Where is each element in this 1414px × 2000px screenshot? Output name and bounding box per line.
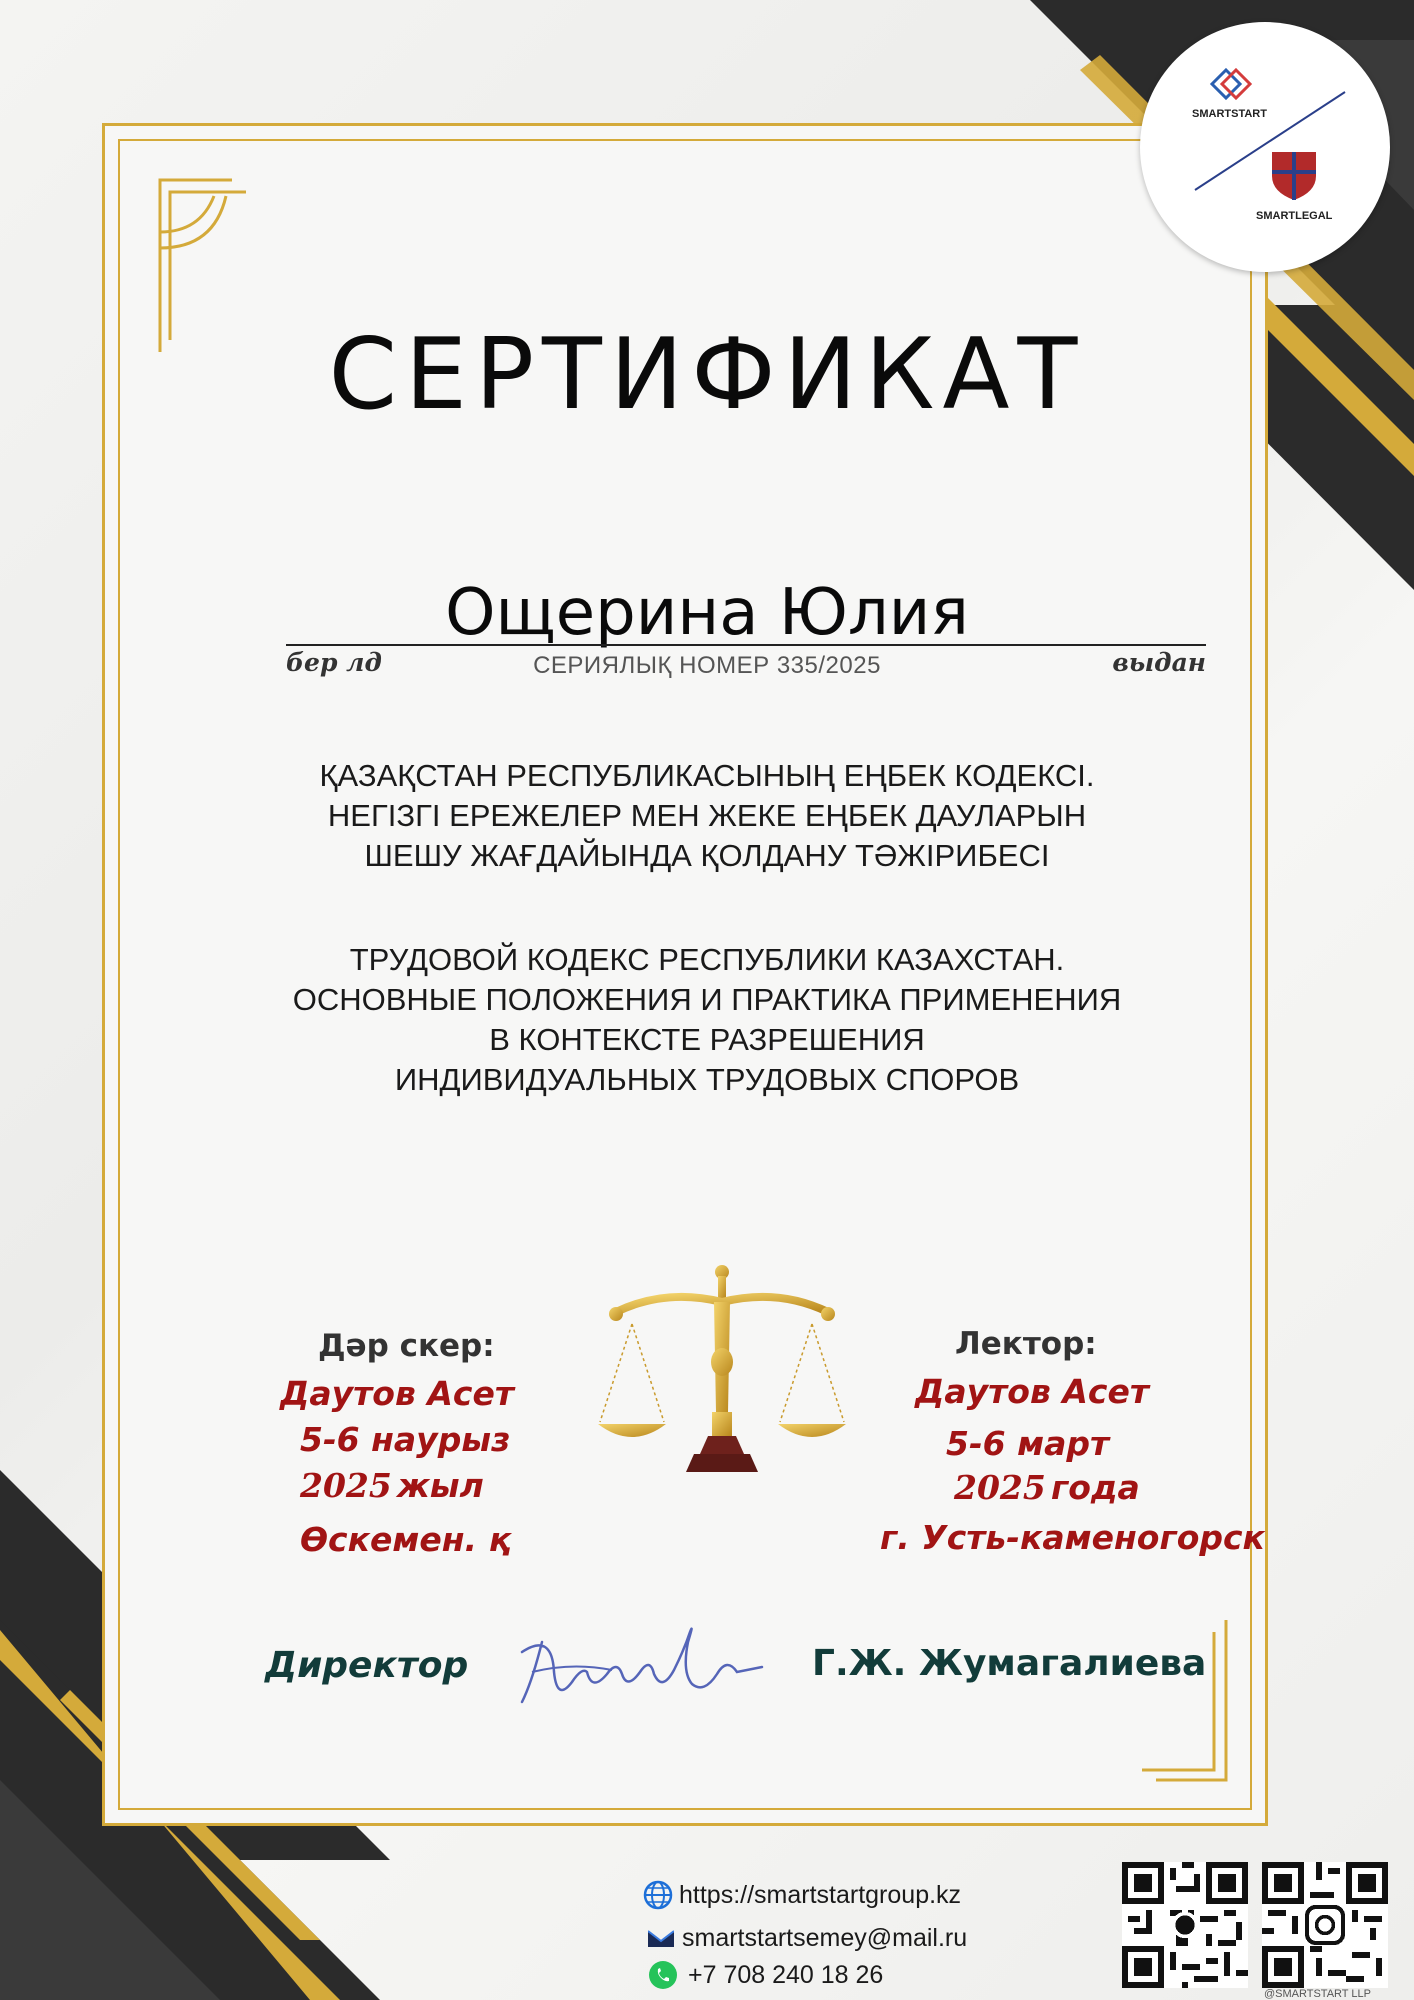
- year-word-kz: жыл: [396, 1466, 484, 1505]
- year-number-ru: 2025: [954, 1468, 1046, 1507]
- instagram-qr-code: [1262, 1862, 1388, 1988]
- lecturer-city-kz: Өскемен. қ: [300, 1520, 511, 1559]
- name-underline: [286, 644, 1206, 646]
- lecturer-year-ru: [954, 1468, 1140, 1507]
- lecturer-heading-ru: Лектор:: [955, 1326, 1097, 1362]
- mail-icon: [648, 1929, 674, 1949]
- course-title-kz: [0, 756, 1414, 876]
- handwritten-signature: [512, 1612, 772, 1722]
- phone-link[interactable]: [648, 1960, 883, 1990]
- year-word-ru: года: [1050, 1468, 1140, 1507]
- scales-icon: [596, 1262, 846, 1478]
- phone-text[interactable]: +7 708 240 18 26: [688, 1960, 884, 1989]
- course-ru-line: ТРУДОВОЙ КОДЕКС РЕСПУБЛИКИ КАЗАХСТАН.: [349, 942, 1065, 977]
- serial-number: СЕРИЯЛЫҚ НОМЕР 335/2025: [533, 652, 881, 679]
- lecturer-name-ru: Даутов Асет: [915, 1372, 1149, 1411]
- company-logo: [1140, 22, 1390, 272]
- email-link[interactable]: [648, 1924, 967, 1953]
- lecturer-city-ru: г. Усть-каменогорск: [880, 1518, 1265, 1557]
- whatsapp-icon: [648, 1960, 678, 1990]
- given-label-kz: бер лд: [286, 648, 382, 677]
- course-ru-line: ОСНОВНЫЕ ПОЛОЖЕНИЯ И ПРАКТИКА ПРИМЕНЕНИЯ: [292, 982, 1122, 1017]
- globe-icon: [643, 1880, 673, 1910]
- given-label-ru: выдан: [1112, 648, 1206, 677]
- director-name: Г.Ж. Жумагалиева: [812, 1643, 1207, 1684]
- course-kz-line: ШЕШУ ЖАҒДАЙЫНДА ҚОЛДАНУ ТӘЖІРИБЕСІ: [364, 838, 1050, 873]
- certificate-title: СЕРТИФИКАТ: [328, 318, 1086, 432]
- lecturer-heading-kz: Дәр скер:: [318, 1328, 495, 1364]
- whatsapp-qr-code: [1122, 1862, 1248, 1988]
- lecturer-year-kz: [300, 1466, 484, 1505]
- website-link[interactable]: [643, 1880, 961, 1910]
- course-ru-line: ИНДИВИДУАЛЬНЫХ ТРУДОВЫХ СПОРОВ: [394, 1062, 1020, 1097]
- logo-bottom-brand: SMARTLEGAL: [1256, 210, 1333, 222]
- recipient-name: Ощерина Юлия: [445, 576, 969, 650]
- course-kz-line: НЕГІЗГІ ЕРЕЖЕЛЕР МЕН ЖЕКЕ ЕҢБЕК ДАУЛАРЫН: [327, 798, 1087, 833]
- lecturer-dates-kz: 5-6 наурыз: [300, 1420, 511, 1459]
- year-number-kz: 2025: [300, 1466, 392, 1505]
- lecturer-dates-ru: 5-6 март: [946, 1424, 1110, 1463]
- website-text[interactable]: https://smartstartgroup.kz: [679, 1880, 962, 1909]
- copyright-text: @SMARTSTART LLP: [1264, 1988, 1371, 2000]
- lecturer-name-kz: Даутов Асет: [280, 1374, 514, 1413]
- course-kz-line: ҚАЗАҚСТАН РЕСПУБЛИКАСЫНЫҢ ЕҢБЕК КОДЕКСІ.: [319, 758, 1095, 793]
- email-text[interactable]: smartstartsemey@mail.ru: [682, 1924, 968, 1952]
- course-title-ru: [0, 940, 1414, 1100]
- course-ru-line: В КОНТЕКСТЕ РАЗРЕШЕНИЯ: [489, 1022, 925, 1057]
- director-label: Директор: [265, 1645, 469, 1686]
- logo-top-brand: SMARTSTART: [1192, 108, 1267, 120]
